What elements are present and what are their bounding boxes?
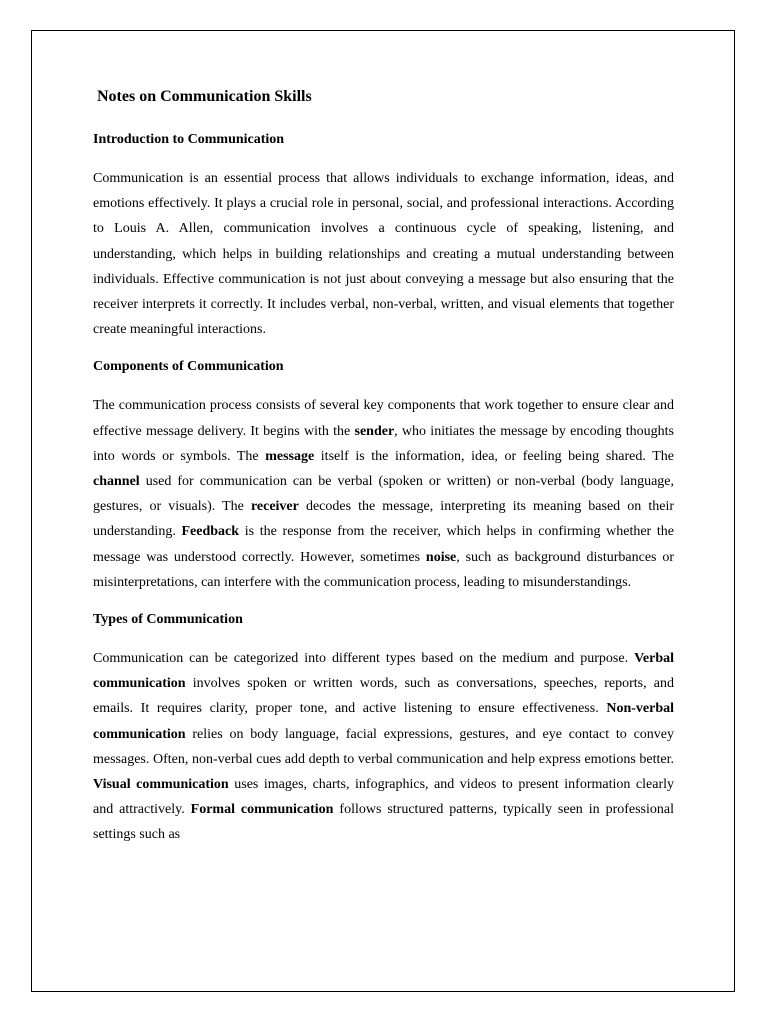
text-run: is the response from the receiver, which helps in confirming whether the message was understood correctly. However, sometimes (93, 524, 674, 565)
text-run: Communication is an essential process that allows individuals to exchange information, ideas, and emotions effectively. It plays a crucial role in personal, social, and professional interactions. According to Louis A. Allen, communication involves a continuous cycle of speaking, listening, and understanding, which helps in building relationships and creating a mutual understanding between individuals. Effective communication is not just about conveying a message but also ensuring that the receiver interprets it correctly. It includes verbal, non-verbal, written, and visual elements that together create meaningful interactions. (93, 171, 674, 338)
text-run: follows structured patterns, typically seen in professional settings such as (93, 802, 674, 843)
bold-term: Verbal communication (93, 651, 674, 692)
section-heading-types: Types of Communication (93, 612, 243, 628)
bold-term: Non-verbal communication (93, 701, 674, 742)
bold-term: Feedback (181, 524, 240, 540)
text-run: uses images, charts, infographics, and videos to present information clearly and attractively. (93, 777, 675, 818)
document-body (93, 86, 674, 848)
section-paragraph-introduction (93, 166, 674, 342)
text-run: decodes the message, interpreting its meaning based on their understanding. (93, 499, 674, 540)
bold-term: Visual communication (93, 777, 229, 793)
text-run: , who initiates the message by encoding thoughts into words or symbols. The (93, 423, 674, 464)
section-paragraph-components (93, 393, 674, 595)
bold-term: receiver (250, 499, 299, 515)
bold-term: channel (93, 474, 140, 490)
text-run: The communication process consists of several key components that work together to ensure clear and effective message delivery. It begins with the (93, 398, 674, 439)
text-run: used for communication can be verbal (spoken or written) or non-verbal (body language, gestures, or visuals). The (93, 474, 674, 515)
bold-term: sender (354, 423, 395, 439)
section-heading-components: Components of Communication (93, 359, 284, 375)
section-heading-introduction: Introduction to Communication (93, 132, 285, 147)
text-run: Communication can be categorized into different types based on the medium and purpose. (93, 651, 635, 667)
text-run: relies on body language, facial expressions, gestures, and eye contact to convey messages. Often, non-verbal cues add depth to verbal communication and help express emotions better. (93, 726, 674, 767)
bold-term: Formal communication (190, 802, 334, 818)
document-title: Notes on Communication Skills (97, 88, 312, 105)
bold-term: noise (425, 549, 457, 565)
text-run: involves spoken or written words, such as conversations, speeches, reports, and emails. It requires clarity, proper tone, and active listening to ensure effectiveness. (93, 676, 674, 717)
bold-term: message (265, 448, 315, 464)
section-paragraph-types (93, 646, 674, 848)
text-run: itself is the information, idea, or feeling being shared. The (314, 448, 674, 464)
text-run: , such as background disturbances or misinterpretations, can interfere with the communication process, leading to misunderstandings. (93, 549, 674, 590)
